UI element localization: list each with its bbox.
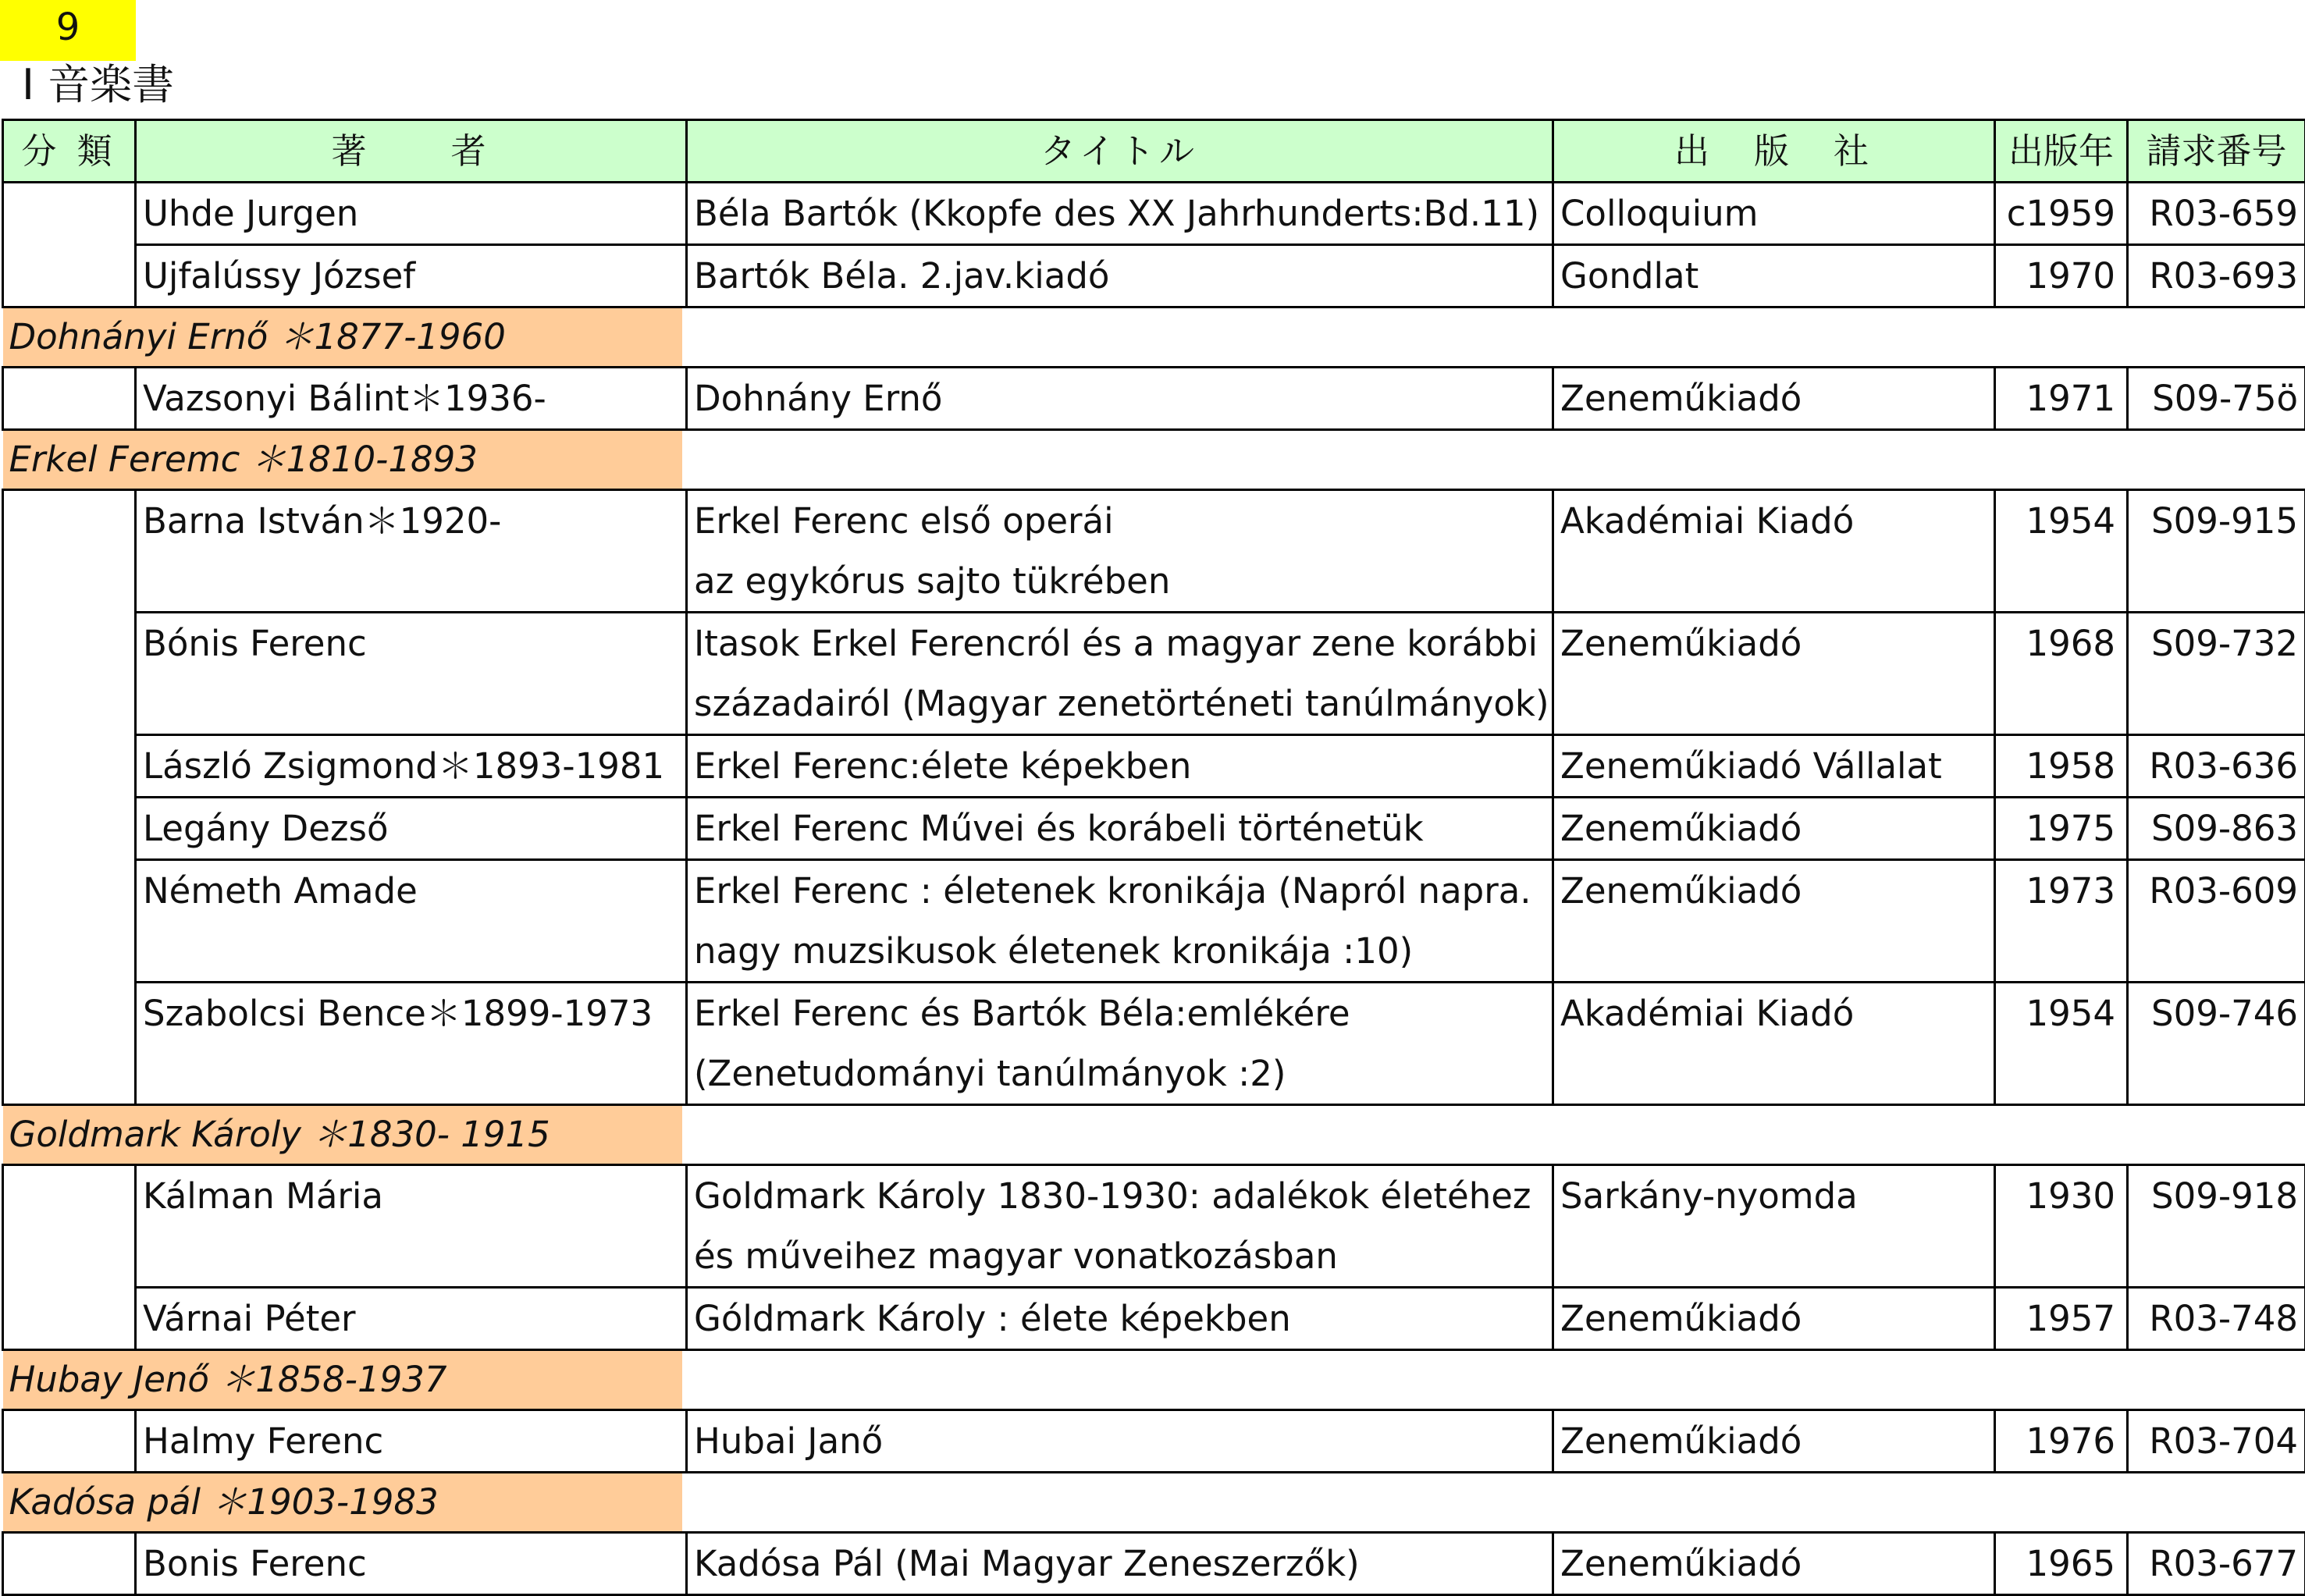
call-number-cell: S09-918 (2128, 1165, 2305, 1288)
title-line: Béla Bartók (Kkopfe des XX Jahrhunderts:Bd.11) (694, 183, 1546, 243)
call-number-cell: S09-746 (2128, 983, 2305, 1105)
call-number-cell: R03-693 (2128, 245, 2305, 307)
header-call-number: 請求番号 (2128, 120, 2305, 183)
call-number-cell: S09-732 (2128, 613, 2305, 735)
category-cell (3, 183, 136, 307)
publisher-cell: Sarkány-nyomda (1553, 1165, 1995, 1288)
table-row (3, 1410, 2305, 1473)
title-cell (687, 1533, 1553, 1595)
group-row (3, 1350, 2305, 1410)
title-cell (687, 860, 1553, 983)
author-cell: Uhde Jurgen (136, 183, 687, 245)
table-row (3, 1533, 2305, 1595)
publisher-cell: Colloquium (1553, 183, 1995, 245)
year-cell: 1957 (1995, 1288, 2128, 1350)
author-cell: Bonis Ferenc (136, 1533, 687, 1595)
author-cell: Németh Amade (136, 860, 687, 983)
publisher-cell: Zeneműkiadó (1553, 860, 1995, 983)
group-row (3, 430, 2305, 490)
call-number-cell: R03-748 (2128, 1288, 2305, 1350)
category-cell (3, 1410, 136, 1473)
title-cell (687, 1288, 1553, 1350)
title-cell (687, 798, 1553, 860)
title-cell (687, 183, 1553, 245)
category-cell (3, 1533, 136, 1595)
group-label: Dohnányi Ernő ＊1877-1960 (3, 308, 682, 366)
year-cell: 1971 (1995, 368, 2128, 430)
title-cell (687, 613, 1553, 735)
year-cell: 1975 (1995, 798, 2128, 860)
group-row (3, 1473, 2305, 1533)
publisher-cell: Zeneműkiadó (1553, 1288, 1995, 1350)
title-line: Erkel Ferenc első operái (694, 491, 1546, 551)
publisher-cell: Akadémiai Kiadó (1553, 490, 1995, 613)
call-number-cell: R03-609 (2128, 860, 2305, 983)
category-cell (3, 368, 136, 430)
publisher-cell: Zeneműkiadó (1553, 1533, 1995, 1595)
title-line: Dohnány Ernő (694, 368, 1546, 428)
publisher-cell: Zeneműkiadó (1553, 613, 1995, 735)
title-line: Itasok Erkel Ferencról és a magyar zene korábbi (694, 613, 1546, 674)
table-row (3, 183, 2305, 245)
group-row (3, 1105, 2305, 1165)
group-label: Goldmark Károly ＊1830- 1915 (3, 1106, 682, 1164)
title-line-2: századairól (Magyar zenetörténeti tanúlmányok) (694, 674, 1546, 734)
header-category: 分 類 (3, 120, 136, 183)
table-row (3, 368, 2305, 430)
year-cell: 1968 (1995, 613, 2128, 735)
title-line: Goldmark Károly 1830-1930: adalékok életéhez (694, 1166, 1546, 1226)
title-line-2: és műveihez magyar vonatkozásban (694, 1226, 1546, 1286)
call-number-cell: S09-915 (2128, 490, 2305, 613)
title-cell (687, 368, 1553, 430)
year-cell: 1973 (1995, 860, 2128, 983)
table-row (3, 860, 2305, 983)
call-number-cell: R03-659 (2128, 183, 2305, 245)
author-cell: Vazsonyi Bálint＊1936- (136, 368, 687, 430)
header-author: 著 者 (136, 120, 687, 183)
title-line-2: (Zenetudományi tanúlmányok :2) (694, 1043, 1546, 1104)
table-row (3, 245, 2305, 307)
table-row (3, 613, 2305, 735)
publisher-cell: Gondlat (1553, 245, 1995, 307)
author-cell: Várnai Péter (136, 1288, 687, 1350)
author-cell: Kálman Mária (136, 1165, 687, 1288)
table-row (3, 735, 2305, 798)
title-line-2: az egykórus sajto tükrében (694, 551, 1546, 611)
title-line: Hubai Janő (694, 1411, 1546, 1471)
group-label: Erkel Feremc ＊1810-1893 (3, 431, 682, 489)
category-cell (3, 1165, 136, 1350)
author-cell: Barna István＊1920- (136, 490, 687, 613)
table-row (3, 1288, 2305, 1350)
table-row (3, 798, 2305, 860)
header-row (3, 120, 2305, 183)
title-line-2: nagy muzsikusok életenek kronikája :10) (694, 921, 1546, 981)
section-title: Ⅰ 音楽書 (22, 59, 174, 111)
category-cell (3, 490, 136, 1105)
title-line: Erkel Ferenc:élete képekben (694, 736, 1546, 796)
title-line: Erkel Ferenc és Bartók Béla:emlékére (694, 983, 1546, 1043)
publisher-cell: Zeneműkiadó Vállalat (1553, 735, 1995, 798)
author-cell: Legány Dezső (136, 798, 687, 860)
header-title: タイトル (687, 120, 1553, 183)
year-cell: 1954 (1995, 490, 2128, 613)
title-cell (687, 1165, 1553, 1288)
author-cell: Szabolcsi Bence＊1899-1973 (136, 983, 687, 1105)
author-cell: Bónis Ferenc (136, 613, 687, 735)
header-publisher: 出 版 社 (1553, 120, 1995, 183)
year-cell: 1958 (1995, 735, 2128, 798)
year-cell: c1959 (1995, 183, 2128, 245)
call-number-cell: S09-863 (2128, 798, 2305, 860)
title-line: Kadósa Pál (Mai Magyar Zeneszerzők) (694, 1534, 1546, 1594)
title-cell (687, 983, 1553, 1105)
publisher-cell: Zeneműkiadó (1553, 368, 1995, 430)
author-cell: László Zsigmond＊1893-1981 (136, 735, 687, 798)
table-row (3, 983, 2305, 1105)
table-row (3, 490, 2305, 613)
page-number-badge: 9 (0, 0, 136, 61)
year-cell: 1970 (1995, 245, 2128, 307)
call-number-cell: R03-636 (2128, 735, 2305, 798)
publisher-cell: Akadémiai Kiadó (1553, 983, 1995, 1105)
call-number-cell: R03-677 (2128, 1533, 2305, 1595)
title-line: Erkel Ferenc : életenek kronikája (Napról napra. (694, 861, 1546, 921)
title-line: Bartók Béla. 2.jav.kiadó (694, 246, 1546, 306)
group-row (3, 307, 2305, 368)
year-cell: 1954 (1995, 983, 2128, 1105)
author-cell: Halmy Ferenc (136, 1410, 687, 1473)
author-cell: Ujfalússy József (136, 245, 687, 307)
group-label: Hubay Jenő ＊1858-1937 (3, 1351, 682, 1409)
year-cell: 1976 (1995, 1410, 2128, 1473)
title-cell (687, 245, 1553, 307)
catalog-body (3, 183, 2305, 1595)
title-cell (687, 1410, 1553, 1473)
year-cell: 1965 (1995, 1533, 2128, 1595)
title-cell (687, 490, 1553, 613)
title-line: Erkel Ferenc Művei és korábeli történetük (694, 798, 1546, 858)
header-year: 出版年 (1995, 120, 2128, 183)
title-cell (687, 735, 1553, 798)
publisher-cell: Zeneműkiadó (1553, 798, 1995, 860)
title-line: Góldmark Károly : élete képekben (694, 1289, 1546, 1349)
catalog-table (2, 119, 2305, 1596)
call-number-cell: S09-75ö (2128, 368, 2305, 430)
call-number-cell: R03-704 (2128, 1410, 2305, 1473)
group-label: Kadósa pál ＊1903-1983 (3, 1473, 682, 1531)
year-cell: 1930 (1995, 1165, 2128, 1288)
publisher-cell: Zeneműkiadó (1553, 1410, 1995, 1473)
table-row (3, 1165, 2305, 1288)
